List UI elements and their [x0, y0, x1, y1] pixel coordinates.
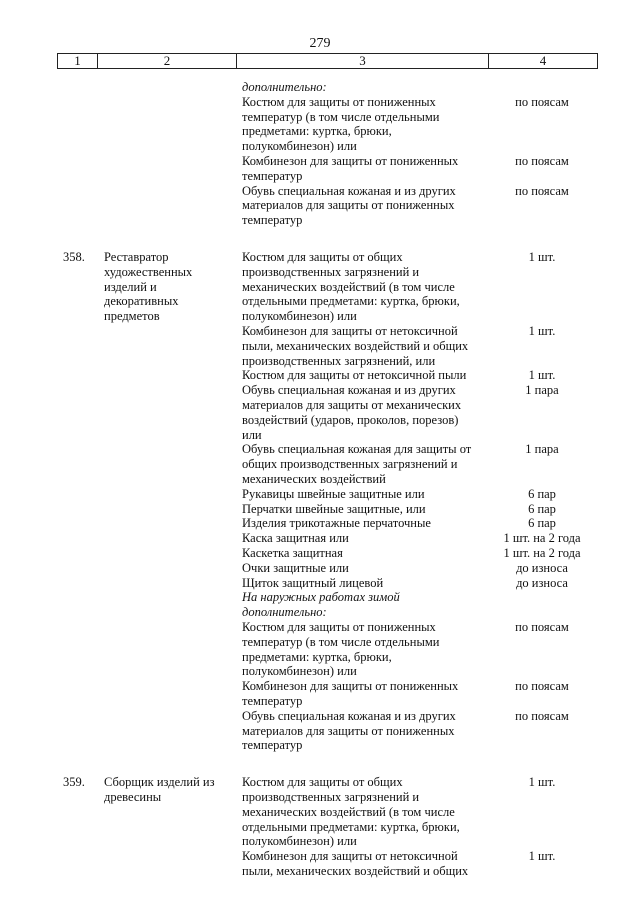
profession-name: Реставратор: [104, 250, 169, 264]
item-text: отдельными предметами: куртка, брюки,: [242, 819, 460, 834]
item-text: Каскетка защитная: [242, 546, 343, 560]
row-number: 358.: [63, 250, 85, 264]
item-text: Костюм для защиты от общих: [242, 775, 403, 790]
item-text: или: [242, 427, 262, 442]
item-text: Обувь специальная кожаная и из других: [242, 708, 456, 723]
norm-text: 1 шт.: [528, 849, 556, 864]
row-number: 359.: [63, 775, 85, 790]
norm-text: 1 шт.: [528, 775, 556, 790]
item-text: производственных загрязнений и: [242, 790, 420, 804]
item-text: Костюм для защиты от общих: [242, 250, 403, 264]
norm-text: 1 пара: [525, 383, 559, 398]
norm-text: 1 шт. на 2 года: [503, 546, 581, 560]
norm-text: 6 пар: [528, 486, 556, 501]
item-text: предметами: куртка, брюки,: [242, 124, 392, 139]
item-text: полукомбинезон) или: [242, 139, 357, 154]
norm-text: 1 шт.: [528, 250, 556, 264]
item-text: температур: [242, 694, 303, 708]
item-text: Обувь специальная кожаная для защиты от: [242, 442, 472, 457]
profession-name: предметов: [104, 309, 160, 324]
profession-name: Сборщик изделий из: [104, 775, 215, 790]
item-text: температур: [242, 168, 303, 183]
item-text: Костюм для защиты от пониженных: [242, 94, 436, 109]
item-text: пыли, механических воздействий и общих: [242, 338, 469, 353]
norm-text: по поясам: [515, 620, 569, 634]
norm-text: до износа: [516, 575, 568, 590]
item-text: На наружных работах зимой: [242, 590, 400, 605]
item-text: механических воздействий (в том числе: [242, 279, 455, 294]
item-text: Рукавицы швейные защитные или: [242, 486, 425, 501]
item-text: материалов для защиты от пониженных: [242, 198, 455, 213]
item-text: Щиток защитный лицевой: [242, 575, 384, 590]
item-text: полукомбинезон) или: [242, 664, 357, 679]
header-col-4: 4: [539, 53, 547, 68]
item-text: пыли, механических воздействий и общих: [242, 864, 469, 878]
item-text: полукомбинезон) или: [242, 309, 357, 324]
page-number: 279: [309, 36, 331, 51]
header-col-2: 2: [98, 54, 237, 68]
item-text: дополнительно:: [242, 80, 327, 94]
norm-text: 1 пара: [525, 442, 559, 457]
norm-text: 1 шт.: [528, 368, 556, 383]
norm-text: 1 шт. на 2 года: [503, 531, 581, 546]
item-text: механических воздействий: [242, 472, 386, 486]
norm-text: до износа: [516, 560, 568, 575]
norm-text: 6 пар: [528, 501, 556, 516]
item-text: воздействий (ударов, проколов, порезов): [242, 412, 459, 427]
header-col-1: 1: [58, 54, 98, 68]
item-text: материалов для защиты от пониженных: [242, 723, 455, 738]
norm-text: по поясам: [515, 94, 569, 109]
item-text: общих производственных загрязнений и: [242, 457, 458, 472]
item-text: производственных загрязнений, или: [242, 353, 436, 368]
item-text: Обувь специальная кожаная и из других: [242, 183, 456, 198]
item-text: Каска защитная или: [242, 531, 349, 546]
item-text: температур (в том числе отдельными: [242, 634, 440, 649]
item-text: Костюм для защиты от пониженных: [242, 620, 436, 634]
item-text: механических воздействий (в том числе: [242, 804, 455, 819]
norm-text: по поясам: [515, 183, 569, 198]
item-text: дополнительно:: [242, 605, 327, 620]
item-text: Комбинезон для защиты от пониженных: [242, 154, 459, 168]
item-text: Костюм для защиты от нетоксичной пыли: [242, 368, 467, 383]
norm-text: по поясам: [515, 679, 569, 694]
profession-name: древесины: [104, 790, 162, 804]
item-text: Перчатки швейные защитные, или: [242, 501, 426, 516]
item-text: предметами: куртка, брюки,: [242, 649, 392, 664]
item-text: Комбинезон для защиты от нетоксичной: [242, 849, 458, 864]
norm-text: 1 шт.: [528, 324, 556, 338]
norm-text: по поясам: [515, 708, 569, 723]
item-text: температур: [242, 738, 303, 753]
profession-name: изделий и: [104, 279, 157, 294]
item-text: Комбинезон для защиты от пониженных: [242, 679, 459, 694]
item-text: полукомбинезон) или: [242, 834, 357, 849]
item-text: температур (в том числе отдельными: [242, 109, 440, 124]
item-text: отдельными предметами: куртка, брюки,: [242, 294, 460, 309]
item-text: Очки защитные или: [242, 560, 349, 575]
profession-name: художественных: [104, 264, 193, 279]
item-text: Обувь специальная кожаная и из других: [242, 383, 456, 398]
norm-text: 6 пар: [528, 516, 556, 531]
item-text: производственных загрязнений и: [242, 264, 420, 279]
item-text: Изделия трикотажные перчаточные: [242, 516, 431, 531]
item-text: Комбинезон для защиты от нетоксичной: [242, 324, 458, 338]
header-col-3: 3: [237, 54, 489, 68]
norm-text: по поясам: [515, 154, 569, 168]
item-text: материалов для защиты от механических: [242, 398, 462, 412]
profession-name: декоративных: [104, 294, 179, 309]
item-text: температур: [242, 213, 303, 228]
